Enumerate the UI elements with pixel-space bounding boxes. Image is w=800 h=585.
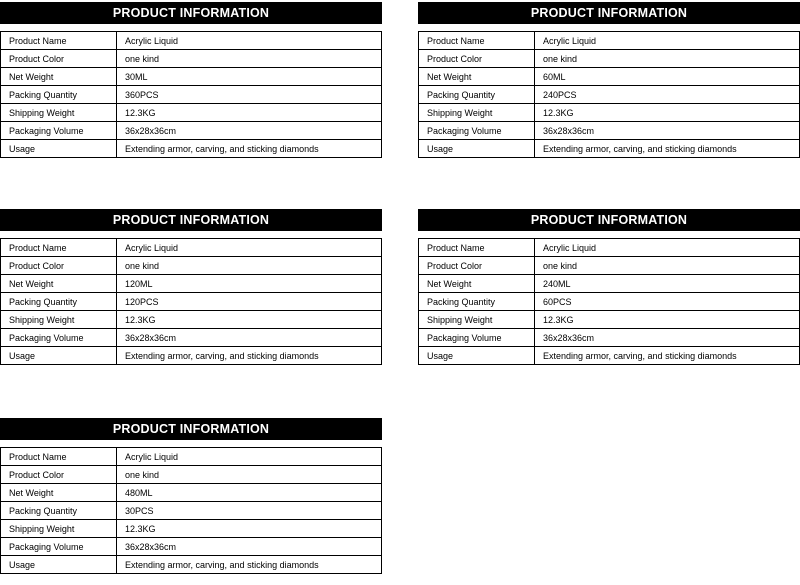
table-row <box>1 104 382 122</box>
row-value: 30ML <box>117 68 382 86</box>
table-row <box>419 122 800 140</box>
row-label: Product Color <box>1 257 117 275</box>
row-label: Usage <box>1 140 117 158</box>
table-row <box>1 275 382 293</box>
row-value: 36x28x36cm <box>117 122 382 140</box>
table-row <box>419 293 800 311</box>
card-title: PRODUCT INFORMATION <box>418 209 800 231</box>
row-value: 360PCS <box>117 86 382 104</box>
spec-table <box>0 238 382 365</box>
table-row <box>1 484 382 502</box>
row-value: 60ML <box>535 68 800 86</box>
table-row <box>1 86 382 104</box>
row-label: Product Name <box>419 239 535 257</box>
card-title: PRODUCT INFORMATION <box>0 209 382 231</box>
table-row <box>1 239 382 257</box>
row-label: Packing Quantity <box>419 293 535 311</box>
table-row <box>419 347 800 365</box>
table-row <box>1 502 382 520</box>
table-row <box>1 32 382 50</box>
table-row <box>419 50 800 68</box>
row-label: Packaging Volume <box>1 329 117 347</box>
row-label: Packaging Volume <box>419 329 535 347</box>
row-value: 12.3KG <box>117 104 382 122</box>
row-value: 120PCS <box>117 293 382 311</box>
card-title: PRODUCT INFORMATION <box>0 418 382 440</box>
row-value: Extending armor, carving, and sticking diamonds <box>535 140 800 158</box>
spec-table <box>0 447 382 574</box>
row-label: Shipping Weight <box>419 104 535 122</box>
table-row <box>1 329 382 347</box>
row-value: one kind <box>117 257 382 275</box>
table-row <box>419 239 800 257</box>
table-row <box>419 311 800 329</box>
spec-table <box>418 31 800 158</box>
row-label: Product Color <box>1 466 117 484</box>
spec-table <box>418 238 800 365</box>
table-row <box>1 311 382 329</box>
row-value: Acrylic Liquid <box>117 448 382 466</box>
row-label: Packaging Volume <box>1 122 117 140</box>
row-value: 12.3KG <box>535 311 800 329</box>
row-label: Packaging Volume <box>1 538 117 556</box>
row-value: 12.3KG <box>117 311 382 329</box>
table-row <box>1 50 382 68</box>
row-value: 480ML <box>117 484 382 502</box>
row-value: one kind <box>535 257 800 275</box>
row-value: one kind <box>117 466 382 484</box>
row-value: 36x28x36cm <box>117 329 382 347</box>
row-value: Acrylic Liquid <box>535 32 800 50</box>
table-row <box>419 104 800 122</box>
table-row <box>1 293 382 311</box>
table-row <box>1 68 382 86</box>
row-label: Net Weight <box>1 275 117 293</box>
row-label: Product Color <box>419 50 535 68</box>
row-value: Acrylic Liquid <box>535 239 800 257</box>
row-label: Net Weight <box>419 68 535 86</box>
row-label: Packing Quantity <box>1 502 117 520</box>
row-value: Extending armor, carving, and sticking diamonds <box>117 347 382 365</box>
table-row <box>419 275 800 293</box>
row-value: 12.3KG <box>117 520 382 538</box>
row-value: one kind <box>117 50 382 68</box>
product-info-card-30ml <box>0 2 382 158</box>
table-row <box>1 556 382 574</box>
row-value: 36x28x36cm <box>535 329 800 347</box>
table-row <box>1 140 382 158</box>
row-label: Packaging Volume <box>419 122 535 140</box>
row-value: 240ML <box>535 275 800 293</box>
row-value: 30PCS <box>117 502 382 520</box>
row-label: Packing Quantity <box>1 86 117 104</box>
row-value: 120ML <box>117 275 382 293</box>
row-label: Usage <box>1 556 117 574</box>
table-row <box>419 257 800 275</box>
table-row <box>1 347 382 365</box>
row-label: Product Name <box>1 448 117 466</box>
row-label: Packing Quantity <box>1 293 117 311</box>
row-label: Net Weight <box>1 68 117 86</box>
row-value: Acrylic Liquid <box>117 239 382 257</box>
table-row <box>1 257 382 275</box>
table-row <box>419 140 800 158</box>
row-label: Usage <box>419 347 535 365</box>
row-value: 36x28x36cm <box>535 122 800 140</box>
row-label: Net Weight <box>419 275 535 293</box>
product-info-card-240ml <box>418 209 800 365</box>
table-row <box>1 122 382 140</box>
row-value: 36x28x36cm <box>117 538 382 556</box>
table-row <box>419 329 800 347</box>
table-row <box>1 538 382 556</box>
card-title: PRODUCT INFORMATION <box>0 2 382 24</box>
product-info-card-60ml <box>418 2 800 158</box>
row-value: one kind <box>535 50 800 68</box>
row-value: 240PCS <box>535 86 800 104</box>
row-label: Shipping Weight <box>419 311 535 329</box>
table-row <box>1 448 382 466</box>
row-label: Shipping Weight <box>1 104 117 122</box>
row-label: Product Name <box>1 32 117 50</box>
row-value: Acrylic Liquid <box>117 32 382 50</box>
table-row <box>419 68 800 86</box>
table-row <box>1 466 382 484</box>
row-value: 12.3KG <box>535 104 800 122</box>
table-row <box>419 32 800 50</box>
row-label: Shipping Weight <box>1 311 117 329</box>
row-label: Usage <box>419 140 535 158</box>
row-label: Net Weight <box>1 484 117 502</box>
product-info-card-480ml <box>0 418 382 574</box>
row-label: Product Color <box>419 257 535 275</box>
table-row <box>1 520 382 538</box>
row-label: Product Name <box>1 239 117 257</box>
row-value: 60PCS <box>535 293 800 311</box>
row-label: Packing Quantity <box>419 86 535 104</box>
table-row <box>419 86 800 104</box>
row-value: Extending armor, carving, and sticking diamonds <box>117 556 382 574</box>
row-value: Extending armor, carving, and sticking diamonds <box>535 347 800 365</box>
product-info-card-120ml <box>0 209 382 365</box>
row-label: Usage <box>1 347 117 365</box>
spec-table <box>0 31 382 158</box>
row-label: Shipping Weight <box>1 520 117 538</box>
row-value: Extending armor, carving, and sticking diamonds <box>117 140 382 158</box>
row-label: Product Color <box>1 50 117 68</box>
card-title: PRODUCT INFORMATION <box>418 2 800 24</box>
row-label: Product Name <box>419 32 535 50</box>
